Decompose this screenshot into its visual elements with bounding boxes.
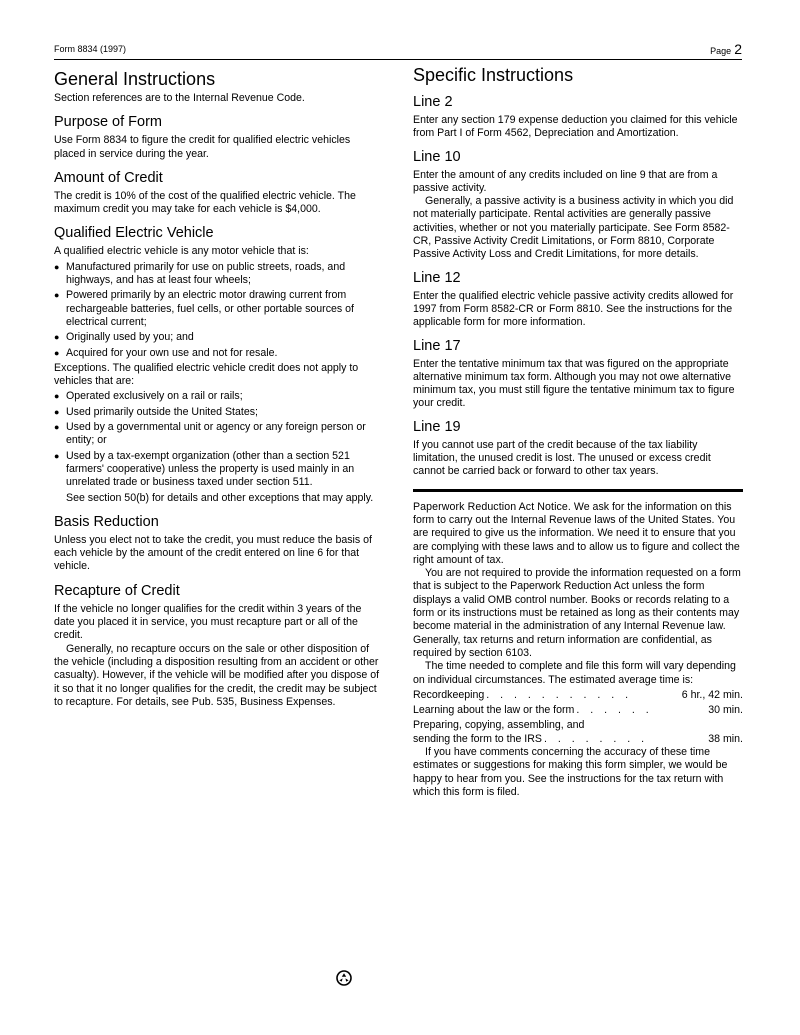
- list-item: ● Used by a governmental unit or agency or any foreign person or entity; or: [54, 421, 382, 448]
- list-item: ● Powered primarily by an electric motor drawing current from rechargeable batteries, fuel cells, or other portable sources of electrical current;: [54, 289, 382, 329]
- amount-heading: Amount of Credit: [54, 169, 163, 186]
- exceptions-text: The qualified electric vehicle credit does not apply to vehicles that are:: [54, 361, 359, 388]
- list-item: ● Used primarily outside the United States;: [54, 406, 382, 419]
- exceptions-lead: Exceptions.: [54, 361, 110, 374]
- qualified-intro: [54, 245, 382, 258]
- line10-p2: Generally, a passive activity is a business activity in which you did not materially participate. Rental activities are generally passive activities, whether or not you materially participate. See Form 8582-CR, Passive Activity Credit Limitations, or Form 8810, Corporate Passive Activity Loss and Credit Limitations, for more details.: [413, 195, 734, 261]
- line2-text: Enter any section 179 expense deduction you claimed for this vehicle from Part I of Form 4562, Depreciation and Amortization.: [413, 114, 738, 140]
- exceptions-bullets: [54, 390, 382, 489]
- paperwork-lead: Paperwork Reduction Act Notice.: [413, 500, 571, 513]
- time-row-sending: [413, 733, 743, 746]
- leader-dots: . . . . . . . .: [543, 732, 649, 745]
- page-number: 2: [734, 41, 742, 57]
- paperwork-p2: You are not required to provide the information requested on a form that is subject to the Paperwork Reduction Act unless the form displays a valid OMB control number. Books or records relating to a form or its instructions must be retained as long as their contents may become material in the administration of any Internal Revenue law. Generally, tax returns and return information are confidential, as required by section 6103.: [413, 567, 741, 659]
- specific-instructions-title: Specific Instructions: [413, 65, 574, 85]
- paperwork-p3: The time needed to complete and file this form will vary depending on individual circumstances. The estimated average time is:: [413, 660, 736, 686]
- exceptions-intro: [54, 362, 382, 389]
- basis-text: Unless you elect not to take the credit, you must reduce the basis of each vehicle by the amount of the credit entered on line 6 for that vehicle.: [54, 533, 372, 573]
- list-item: ● Originally used by you; and: [54, 331, 382, 344]
- line12-text: Enter the qualified electric vehicle passive activity credits allowed for 1997 from Form 8582-CR or Form 8810. See the instructions for the applicable form for more information.: [413, 289, 734, 329]
- time-label: Recordkeeping: [413, 688, 485, 701]
- leader-dots: . . . . . . . . . . .: [486, 688, 633, 701]
- time-value: 38 min.: [708, 732, 743, 745]
- line2-heading: Line 2: [413, 94, 453, 110]
- page-indicator: [710, 41, 742, 57]
- line10-p1: Enter the amount of any credits included on line 9 that are from a passive activity.: [413, 168, 718, 194]
- time-row-learning: [413, 704, 743, 717]
- line17-heading: Line 17: [413, 337, 461, 354]
- right-column: [413, 64, 743, 799]
- purpose-heading: Purpose of Form: [54, 114, 162, 131]
- list-item: ● Acquired for your own use and not for resale.: [54, 347, 382, 360]
- form-id: Form 8834 (1997): [54, 44, 127, 54]
- paperwork-p4: If you have comments concerning the accuracy of these time estimates or suggestions for making this form simpler, we would be happy to hear from you. See the instructions for the tax return with which this form is filed.: [413, 745, 728, 798]
- qualified-lead-rest: is any motor vehicle that is:: [178, 245, 309, 258]
- page-header: [54, 40, 742, 60]
- time-row-recordkeeping: [413, 689, 743, 702]
- line17-text: Enter the tentative minimum tax that was figured on the appropriate alternative minimum tax form. Although you may not owe alternative minimum tax, you must still figure the tentative minimum tax to figure your credit.: [413, 357, 735, 410]
- time-row-preparing-line1: Preparing, copying, assembling, and: [413, 719, 585, 732]
- time-label: Learning about the law or the form: [413, 704, 575, 717]
- recapture-heading: Recapture of Credit: [54, 582, 180, 599]
- recapture-p2: Generally, no recapture occurs on the sale or other disposition of the vehicle (including a disposition resulting from an accident or other casualty). However, if the vehicle will be modified after you dispose of it so that it no longer qualifies for the credit, the credit may be subject to recapture. For details, see Pub. 535, Business Expenses.: [54, 642, 380, 708]
- list-item: ● Operated exclusively on a rail or rails;: [54, 390, 382, 403]
- list-item: ● Used by a tax-exempt organization (other than a section 521 farmers' cooperative) unless the property is used mainly in an unrelated trade or business taxed under section 511.: [54, 450, 382, 490]
- recycled-paper-icon: [336, 970, 352, 986]
- purpose-text: Use Form 8834 to figure the credit for qualified electric vehicles placed in service during the year.: [54, 134, 351, 160]
- recapture-p1: If the vehicle no longer qualifies for the credit within 3 years of the date you placed it in service, you must recapture part or all of the credit.: [54, 602, 362, 642]
- amount-text: The credit is 10% of the cost of the qualified electric vehicle. The maximum credit you may take for each vehicle is $4,000.: [54, 189, 356, 216]
- section-divider: [413, 489, 743, 492]
- leader-dots: . . . . . .: [576, 704, 653, 717]
- qualified-bullets: [54, 261, 382, 360]
- general-intro: Section references are to the Internal Revenue Code.: [54, 92, 305, 104]
- list-item: ● Manufactured primarily for use on public streets, roads, and highways, and has at least four wheels;: [54, 261, 382, 288]
- left-column: [54, 64, 382, 709]
- time-value: 6 hr., 42 min.: [681, 688, 743, 701]
- page-label: Page: [710, 46, 732, 56]
- basis-heading: Basis Reduction: [54, 513, 159, 530]
- header-rule: [54, 59, 742, 60]
- time-label: sending the form to the IRS: [413, 732, 542, 745]
- line19-heading: Line 19: [413, 418, 461, 435]
- see-section-text: See section 50(b) for details and other exceptions that may apply.: [66, 491, 374, 504]
- paperwork-p1-text: We ask for the information on this form to carry out the Internal Revenue laws of the United States. You are required to give us the information. We need it to ensure that you are complying with these laws and to allow us to figure and collect the right amount of tax.: [413, 500, 740, 566]
- time-value: 30 min.: [708, 704, 743, 717]
- general-instructions-title: General Instructions: [54, 69, 216, 89]
- line19-text: If you cannot use part of the credit because of the tax liability limitation, the unused credit is lost. The unused or excess credit cannot be carried back or forward to other tax years.: [413, 438, 711, 478]
- qualified-lead: A qualified electric vehicle: [54, 245, 179, 258]
- paperwork-p1: [413, 501, 743, 567]
- line10-heading: Line 10: [413, 148, 461, 165]
- line12-heading: Line 12: [413, 269, 461, 286]
- qualified-heading: Qualified Electric Vehicle: [54, 225, 214, 242]
